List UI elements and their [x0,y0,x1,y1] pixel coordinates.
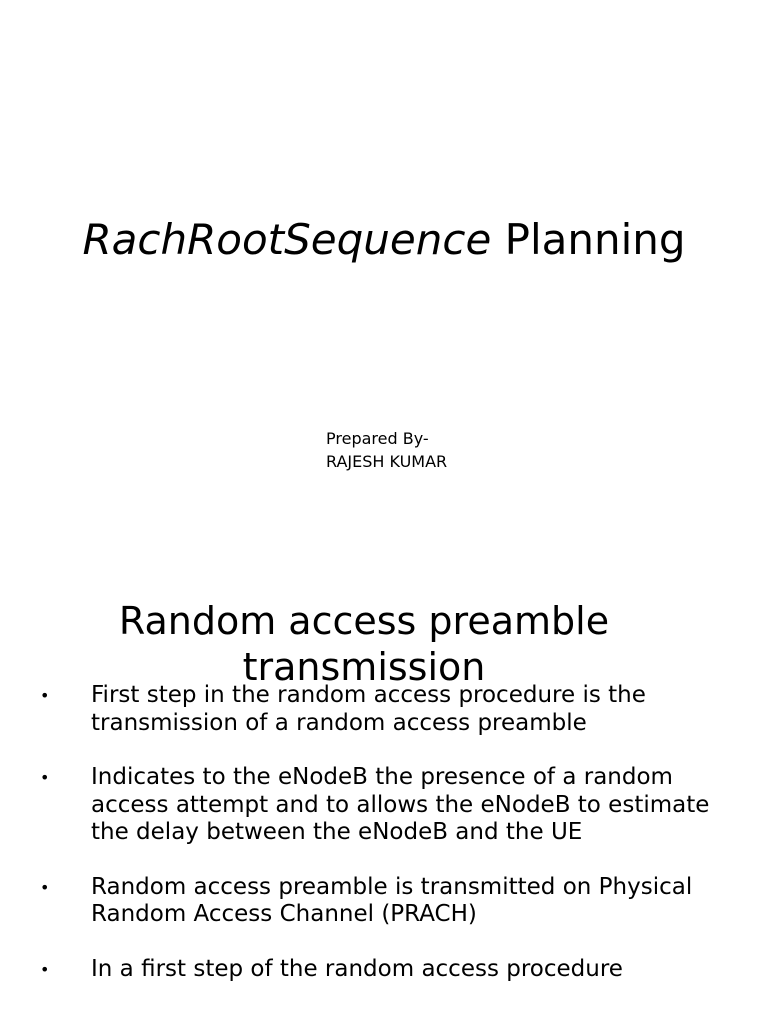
slide-title-italic: RachRootSequence [82,215,492,264]
bullet-text: First step in the random access procedure is the transmission of a random access preamble [91,682,646,736]
bullet-text: In a first step of the random access procedure [91,955,623,982]
content-slide-title: Random access preamble transmission [118,599,610,689]
bullet-icon: • [40,768,50,787]
bullet-icon: • [40,877,50,897]
bullet-icon: • [40,959,50,979]
author-name: RAJESH KUMAR [326,452,448,471]
bullet-item [40,764,730,847]
slide-title-rest: Planning [491,215,686,264]
bullet-item [40,956,730,984]
prepared-by-label: Prepared By- [326,429,429,448]
bullet-item [40,682,730,737]
prepared-by-block [326,427,447,473]
bullet-item [40,874,730,929]
bullet-list [40,682,730,1010]
bullet-text: Indicates to the eNodeB the presence of a random access attempt and to allows the eNodeB to estimate the delay between the eNodeB and the UE [91,764,710,845]
bullet-icon: • [40,686,50,705]
content-slide [0,576,768,1024]
bullet-text: Random access preamble is transmitted on Physical Random Access Channel (PRACH) [91,873,693,927]
slide-title [0,212,768,268]
